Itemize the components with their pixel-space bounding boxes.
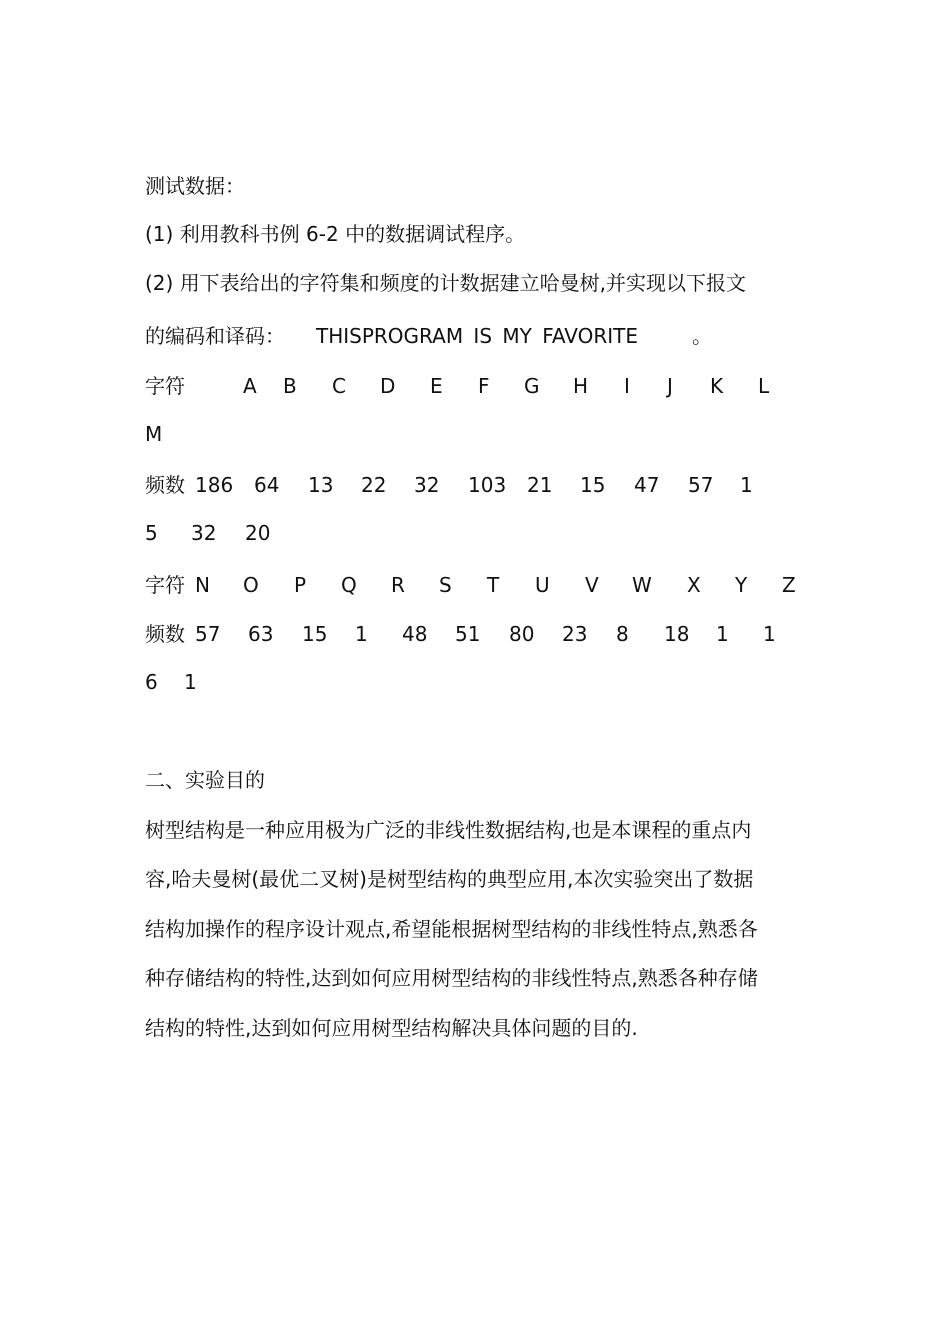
- message-text: THISPROGRAM IS MY FAVORITE: [316, 324, 638, 348]
- freq-cell: 8: [616, 622, 629, 646]
- freq-cell: 21: [527, 473, 553, 497]
- section-2-heading: 二、实验目的: [145, 768, 265, 792]
- char-cell: D: [380, 374, 396, 398]
- freq-cell: 1: [355, 622, 368, 646]
- char-cell: K: [710, 374, 724, 398]
- message-end-mark: 。: [692, 324, 712, 348]
- char-cell: Q: [341, 573, 357, 597]
- char-cell: O: [243, 573, 259, 597]
- test-data-heading: 测试数据：: [145, 174, 245, 198]
- freq-cell: 1: [763, 622, 776, 646]
- paragraph-line: 树型结构是一种应用极为广泛的非线性数据结构,也是本课程的重点内: [145, 818, 752, 842]
- freq-cell: 15: [580, 473, 606, 497]
- char-cell: N: [195, 573, 210, 597]
- freq-cell: 57: [688, 473, 714, 497]
- char-cell: J: [667, 374, 673, 398]
- freq-cell: 80: [509, 622, 535, 646]
- freq-cell: 48: [402, 622, 428, 646]
- char-cell: M: [145, 422, 163, 446]
- test-item-1: (1) 利用教科书例 6-2 中的数据调试程序。: [145, 222, 526, 246]
- char-cell: V: [585, 573, 599, 597]
- paragraph-line: 结构的特性,达到如何应用树型结构解决具体问题的目的.: [145, 1016, 638, 1040]
- test-item-2-line-2: [145, 322, 285, 350]
- char-cell: L: [758, 374, 770, 398]
- char-cell: F: [478, 374, 490, 398]
- freq-cell: 5: [145, 521, 158, 545]
- freq-cell: 13: [308, 473, 334, 497]
- freq-cell: 1: [716, 622, 729, 646]
- char-cell: P: [294, 573, 307, 597]
- char-cell: Z: [782, 573, 796, 597]
- freq-label-1: 频数: [145, 473, 185, 497]
- char-cell: W: [632, 573, 652, 597]
- char-cell: E: [430, 374, 443, 398]
- char-cell: B: [283, 374, 297, 398]
- freq-cell: 20: [245, 521, 271, 545]
- freq-cell: 57: [195, 622, 221, 646]
- char-cell: A: [243, 374, 257, 398]
- freq-cell: 32: [191, 521, 217, 545]
- freq-cell: 15: [302, 622, 328, 646]
- freq-cell: 22: [361, 473, 387, 497]
- freq-cell: 6: [145, 670, 158, 694]
- freq-cell: 47: [634, 473, 660, 497]
- freq-cell: 23: [562, 622, 588, 646]
- char-cell: I: [624, 374, 630, 398]
- char-label-2: 字符: [145, 573, 185, 597]
- paragraph-line: 容,哈夫曼树(最优二叉树)是树型结构的典型应用,本次实验突出了数据: [145, 867, 754, 891]
- char-cell: H: [573, 374, 589, 398]
- freq-cell: 1: [184, 670, 197, 694]
- freq-cell: 63: [248, 622, 274, 646]
- char-cell: Y: [735, 573, 748, 597]
- char-cell: R: [391, 573, 405, 597]
- char-cell: T: [487, 573, 500, 597]
- paragraph-line: 种存储结构的特性,达到如何应用树型结构的非线性特点,熟悉各种存储: [145, 966, 758, 990]
- char-cell: U: [535, 573, 550, 597]
- freq-cell: 51: [455, 622, 481, 646]
- char-cell: X: [687, 573, 701, 597]
- paragraph-line: 结构加操作的程序设计观点,希望能根据树型结构的非线性特点,熟悉各: [145, 917, 758, 941]
- char-label-1: 字符: [145, 374, 185, 398]
- char-cell: C: [332, 374, 346, 398]
- freq-cell: 1: [740, 473, 753, 497]
- freq-cell: 186: [195, 473, 234, 497]
- freq-cell: 32: [414, 473, 440, 497]
- char-cell: S: [439, 573, 452, 597]
- freq-cell: 103: [468, 473, 507, 497]
- char-cell: G: [524, 374, 540, 398]
- test-item-2-prefix: 的编码和译码：: [145, 324, 285, 348]
- test-item-2-line-1: (2) 用下表给出的字符集和频度的计数据建立哈曼树,并实现以下报文: [145, 271, 747, 295]
- freq-cell: 64: [254, 473, 280, 497]
- freq-cell: 18: [664, 622, 690, 646]
- freq-label-2: 频数: [145, 622, 185, 646]
